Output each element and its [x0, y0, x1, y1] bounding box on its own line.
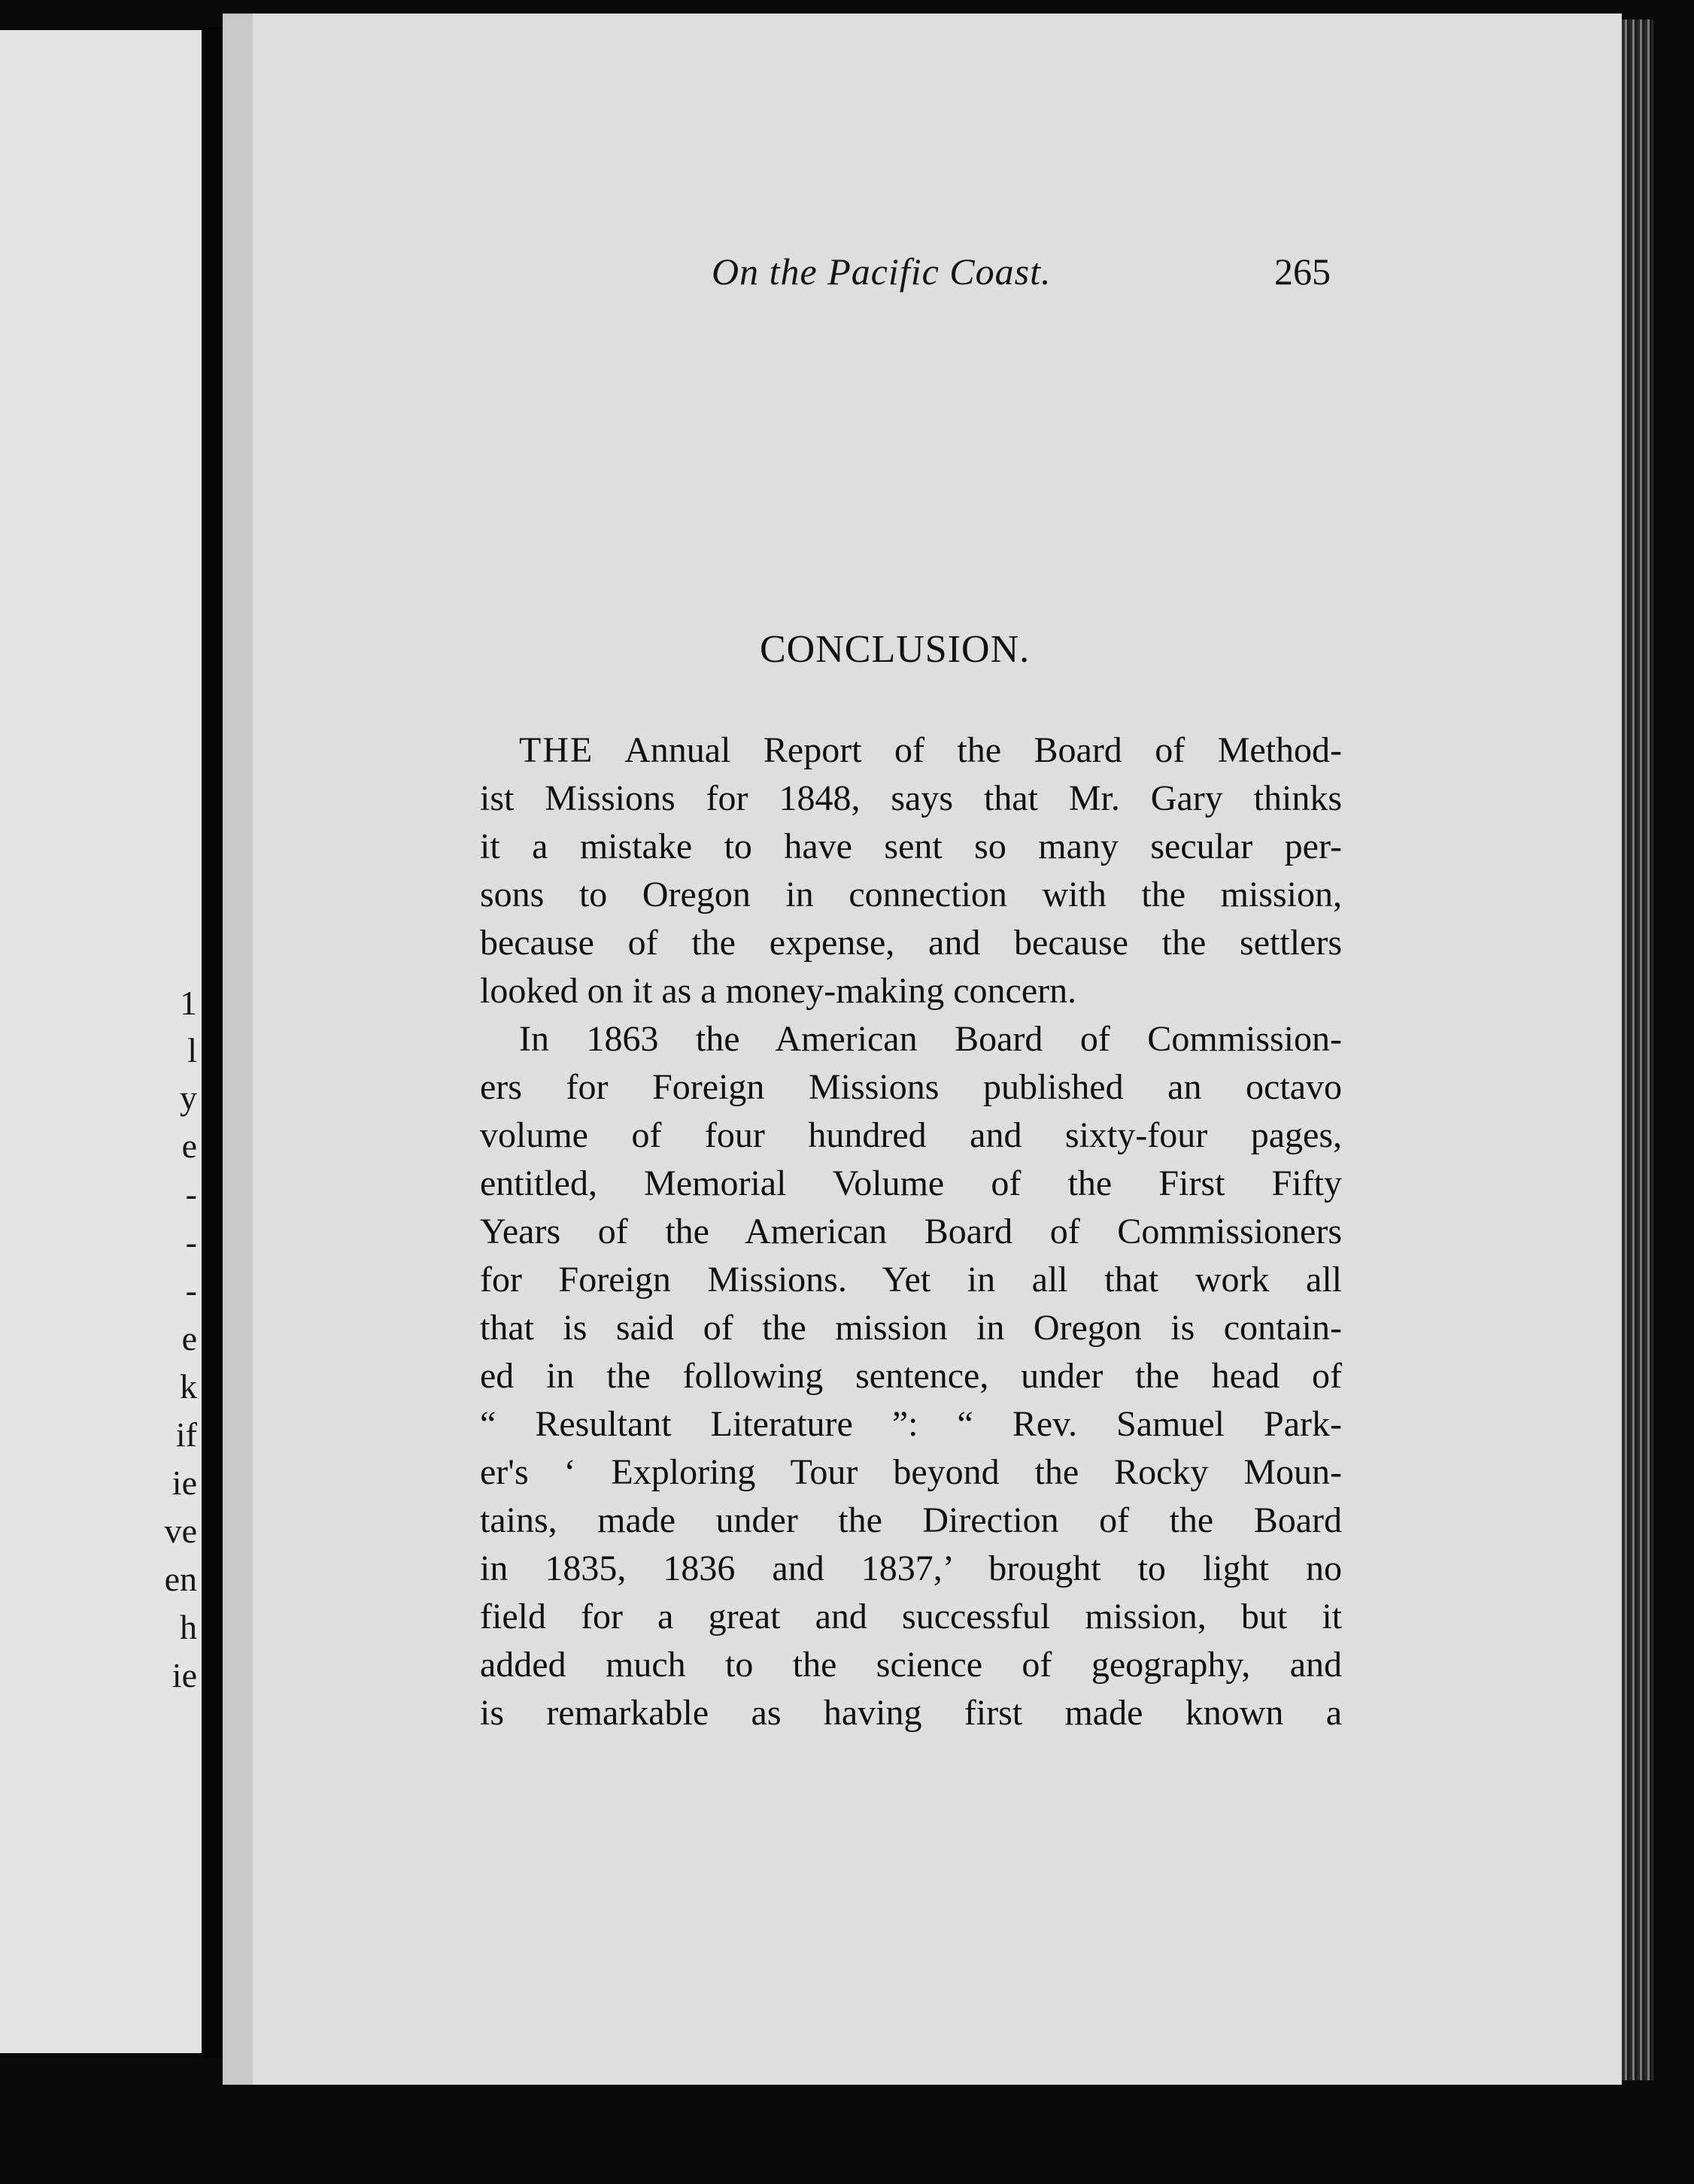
running-title: On the Pacific Coast. [712, 250, 1052, 293]
paragraph-line: sons to Oregon in connection with the mission, [480, 875, 1342, 915]
paragraph-line: entitled, Memorial Volume of the First Fifty [480, 1163, 1342, 1203]
paragraph-line: THE Annual Report of the Board of Method- [519, 730, 1342, 770]
left-page-fragment: ie [172, 1464, 197, 1502]
left-page-fragment: 1 [180, 984, 197, 1022]
left-page-fragment: y [180, 1078, 197, 1117]
page-edge [1622, 20, 1653, 2080]
paragraph-line: because of the expense, and because the settlers [480, 923, 1342, 963]
left-page-fragment: e [181, 1319, 197, 1357]
book-gutter [202, 27, 223, 2058]
paragraph-line: In 1863 the American Board of Commission- [519, 1019, 1342, 1059]
left-page-fragment: - [185, 1271, 197, 1309]
paragraph-line: tains, made under the Direction of the Board [480, 1500, 1342, 1540]
paragraph-line: is remarkable as having first made known a [480, 1693, 1342, 1733]
left-page-fragment: ie [172, 1656, 197, 1694]
left-page-fragment: - [185, 1223, 197, 1261]
paragraph-line: er's ‘ Exploring Tour beyond the Rocky Moun- [480, 1452, 1342, 1492]
left-page-fragment: ve [164, 1512, 197, 1550]
body-text [480, 726, 1342, 1737]
left-page-fragment: e [181, 1127, 197, 1165]
left-page-fragment: h [180, 1608, 197, 1646]
paragraph-line: ers for Foreign Missions published an octavo [480, 1067, 1342, 1107]
paragraph-lead-word: THE [519, 730, 594, 770]
paragraph-line: field for a great and successful mission, but it [480, 1597, 1342, 1636]
paragraph-line: looked on it as a money-making concern. [480, 971, 1077, 1011]
left-page-fragment: en [164, 1560, 197, 1598]
paragraph-line: ed in the following sentence, under the head of [480, 1356, 1342, 1396]
paragraph-line: in 1835, 1836 and 1837,’ brought to light no [480, 1549, 1342, 1588]
left-page-fragment: l [187, 1031, 197, 1069]
chapter-title: CONCLUSION. [760, 628, 1031, 671]
paragraph-line: volume of four hundred and sixty-four pages, [480, 1115, 1342, 1155]
left-page-fragment: if [175, 1415, 197, 1454]
left-page-fragment: k [180, 1367, 197, 1406]
paragraph-line: ist Missions for 1848, says that Mr. Gary thinks [480, 778, 1342, 818]
page-number: 265 [1274, 250, 1331, 293]
paragraph-line: for Foreign Missions. Yet in all that work all [480, 1260, 1342, 1300]
paragraph-line: that is said of the mission in Oregon is contain- [480, 1308, 1342, 1348]
paragraph-line: Years of the American Board of Commissioners [480, 1212, 1342, 1251]
left-page-fragment: - [185, 1175, 197, 1213]
paragraph-line: “ Resultant Literature ”: “ Rev. Samuel Park- [480, 1404, 1342, 1444]
paragraph-line: added much to the science of geography, and [480, 1645, 1342, 1685]
left-page [0, 30, 202, 2053]
paragraph-line: it a mistake to have sent so many secular per- [480, 827, 1342, 866]
